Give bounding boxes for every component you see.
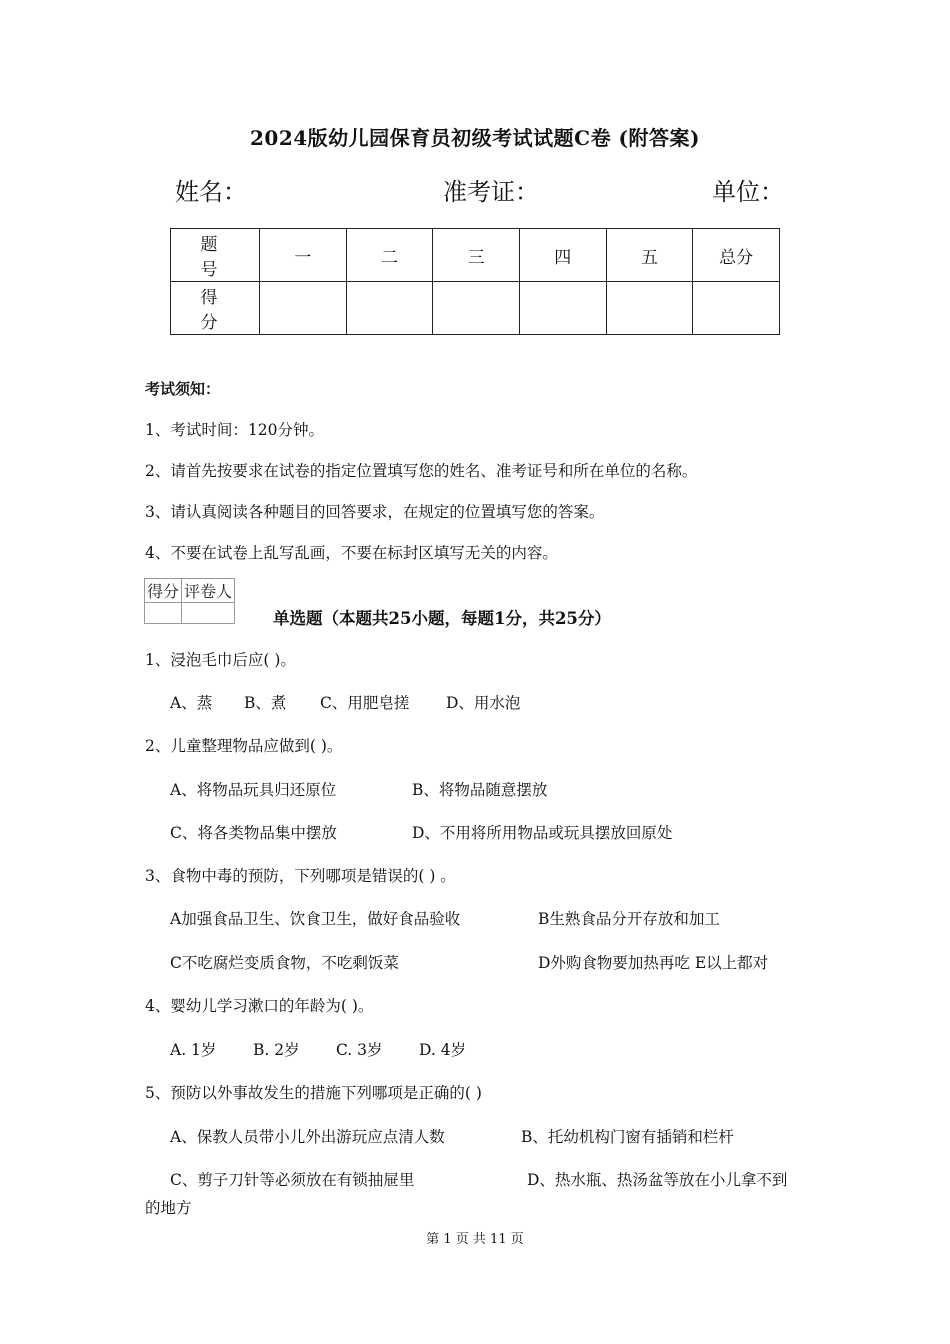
- score-cell: [606, 282, 693, 335]
- option: C. 3岁: [336, 1041, 383, 1059]
- option-continuation: 的地方: [145, 1199, 192, 1217]
- score-table-score-row: [171, 282, 780, 335]
- score-cell: [346, 282, 433, 335]
- option: A加强食品卫生、饮食卫生，做好食品验收: [170, 910, 461, 928]
- score-cell: [693, 282, 780, 335]
- header-cell: 二: [346, 229, 433, 282]
- option: A、将物品玩具归还原位: [170, 781, 337, 799]
- note-item: 4、不要在试卷上乱写乱画，不要在标封区填写无关的内容。: [145, 544, 558, 562]
- question-stem: 1、浸泡毛巾后应( )。: [145, 651, 296, 669]
- notes-title: 考试须知：: [145, 380, 221, 398]
- score-cell: [433, 282, 520, 335]
- header-cell: 一: [260, 229, 347, 282]
- option: C、用肥皂搓: [320, 694, 410, 712]
- score-cell: [519, 282, 606, 335]
- option: D. 4岁: [419, 1041, 467, 1059]
- grader-score-cell: [145, 603, 182, 624]
- option: D、热水瓶、热汤盆等放在小儿拿不到: [527, 1171, 788, 1189]
- score-table-header-row: [171, 229, 780, 282]
- score-cell: [260, 282, 347, 335]
- option: D外购食物要加热再吃 E以上都对: [538, 954, 769, 972]
- header-cell: 总分: [693, 229, 780, 282]
- option: C不吃腐烂变质食物，不吃剩饭菜: [170, 954, 399, 972]
- option: D、用水泡: [446, 694, 521, 712]
- option: B、托幼机构门窗有插销和栏杆: [521, 1128, 734, 1146]
- grader-score-label: 得分: [145, 579, 182, 603]
- option: C、剪子刀针等必须放在有锁抽屉里: [170, 1171, 415, 1189]
- question-stem: 3、食物中毒的预防，下列哪项是错误的( ) 。: [145, 867, 456, 885]
- option: B、将物品随意摆放: [412, 781, 548, 799]
- page-footer: 第 1 页 共 11 页: [426, 1232, 524, 1247]
- option: B生熟食品分开存放和加工: [538, 910, 720, 928]
- score-table: [170, 228, 780, 335]
- exam-title: 2024版幼儿园保育员初级考试试题C卷 (附答案): [250, 126, 700, 150]
- grader-box: [144, 578, 235, 624]
- question-stem: 5、预防以外事故发生的措施下列哪项是正确的( ): [145, 1084, 482, 1102]
- section-title: 单选题（本题共25小题，每题1分，共25分）: [273, 609, 611, 628]
- option: A、保教人员带小儿外出游玩应点清人数: [170, 1128, 445, 1146]
- note-item: 3、请认真阅读各种题目的回答要求，在规定的位置填写您的答案。: [145, 503, 605, 521]
- option: A. 1岁: [170, 1041, 217, 1059]
- question-stem: 2、儿童整理物品应做到( )。: [145, 737, 343, 755]
- grader-reviewer-label: 评卷人: [182, 579, 235, 603]
- header-cell: 五: [606, 229, 693, 282]
- option: A、蒸: [170, 694, 213, 712]
- exam-id-label: 准考证：: [443, 178, 539, 206]
- option: D、不用将所用物品或玩具摆放回原处: [412, 824, 673, 842]
- option: B. 2岁: [253, 1041, 300, 1059]
- header-cell: 三: [433, 229, 520, 282]
- score-row-label: 得 分: [171, 282, 260, 335]
- unit-label: 单位：: [712, 178, 784, 206]
- grader-reviewer-cell: [182, 603, 235, 624]
- name-label: 姓名：: [175, 178, 247, 206]
- note-item: 1、考试时间：120分钟。: [145, 421, 324, 439]
- header-cell: 题 号: [171, 229, 260, 282]
- option: B、煮: [244, 694, 287, 712]
- option: C、将各类物品集中摆放: [170, 824, 337, 842]
- note-item: 2、请首先按要求在试卷的指定位置填写您的姓名、准考证号和所在单位的名称。: [145, 462, 698, 480]
- header-cell: 四: [519, 229, 606, 282]
- question-stem: 4、婴幼儿学习漱口的年龄为( )。: [145, 997, 374, 1015]
